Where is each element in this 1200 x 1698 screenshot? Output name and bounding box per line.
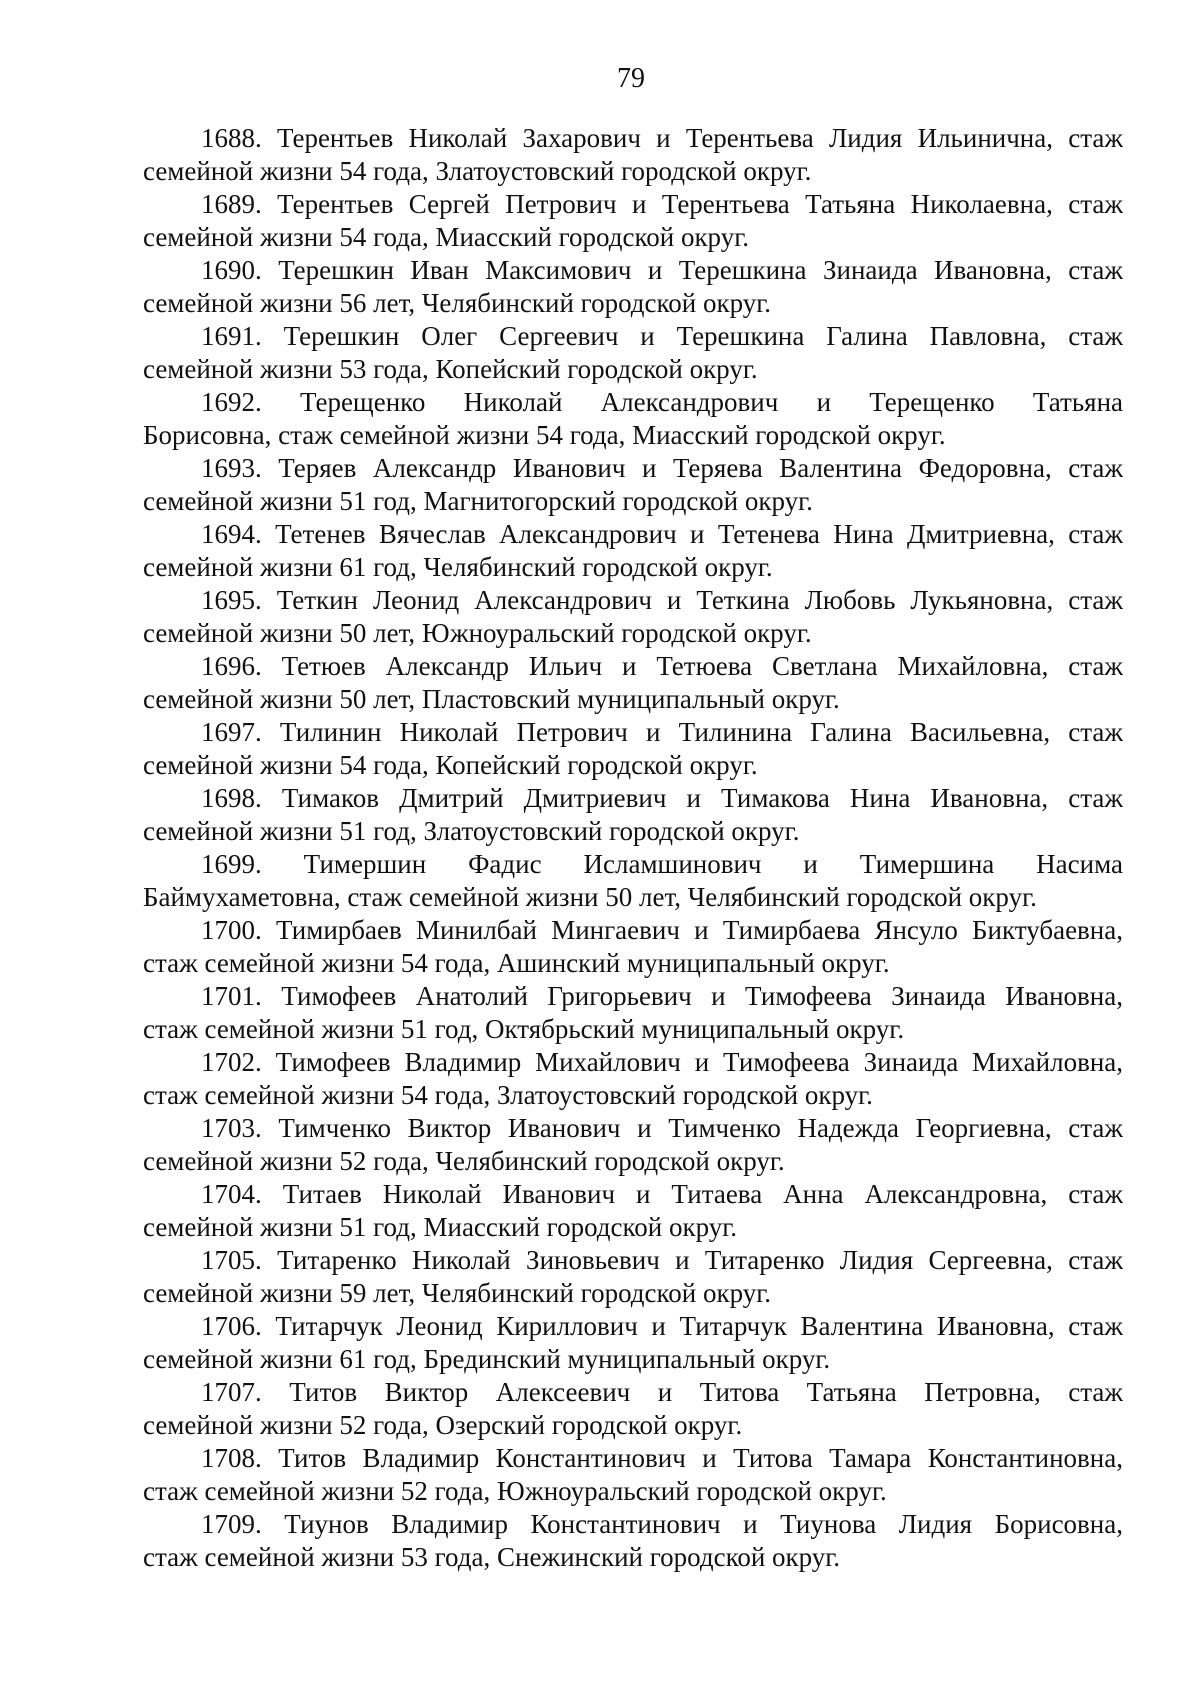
entry-line-2: семейной жизни 53 года, Копейский городской округ. [143, 354, 758, 384]
list-item [143, 848, 1123, 914]
entry-line-1: 1696. Тетюев Александр Ильич и Тетюева Светлана Михайловна, стаж [201, 651, 1123, 681]
entry-line-1: 1708. Титов Владимир Константинович и Титова Тамара Константиновна, [201, 1443, 1123, 1473]
list-item [143, 1244, 1123, 1310]
entry-line-1: 1697. Тилинин Николай Петрович и Тилинина Галина Васильевна, стаж [201, 717, 1123, 747]
list-item [143, 980, 1123, 1046]
entry-line-1: 1690. Терешкин Иван Максимович и Терешкина Зинаида Ивановна, стаж [201, 255, 1123, 285]
entry-line-1: 1698. Тимаков Дмитрий Дмитриевич и Тимакова Нина Ивановна, стаж [201, 783, 1123, 813]
list-item [143, 782, 1123, 848]
entry-line-1: 1707. Титов Виктор Алексеевич и Титова Татьяна Петровна, стаж [201, 1377, 1123, 1407]
list-item [143, 716, 1123, 782]
entry-line-1: 1706. Титарчук Леонид Кириллович и Титарчук Валентина Ивановна, стаж [201, 1311, 1123, 1341]
entry-line-2: семейной жизни 52 года, Озерский городской округ. [143, 1410, 743, 1440]
entry-line-1: 1699. Тимершин Фадис Исламшинович и Тимершина Насима [201, 849, 1123, 879]
entry-line-1: 1688. Терентьев Николай Захарович и Терентьева Лидия Ильинична, стаж [201, 123, 1123, 153]
list-item [143, 1310, 1123, 1376]
entry-line-2: семейной жизни 51 год, Миасский городской округ. [143, 1212, 737, 1242]
list-item [143, 122, 1123, 188]
list-item [143, 1508, 1123, 1574]
entry-line-1: 1694. Тетенев Вячеслав Александрович и Тетенева Нина Дмитриевна, стаж [201, 519, 1123, 549]
entry-line-2: семейной жизни 50 лет, Южноуральский городской округ. [143, 618, 812, 648]
entry-line-2: стаж семейной жизни 53 года, Снежинский городской округ. [143, 1542, 841, 1572]
list-item [143, 914, 1123, 980]
entry-line-2: стаж семейной жизни 52 года, Южноуральский городской округ. [143, 1476, 887, 1506]
list-item [143, 188, 1123, 254]
entry-line-1: 1705. Титаренко Николай Зиновьевич и Титаренко Лидия Сергеевна, стаж [201, 1245, 1123, 1275]
entry-line-2: семейной жизни 50 лет, Пластовский муниципальный округ. [143, 684, 840, 714]
entry-line-1: 1704. Титаев Николай Иванович и Титаева Анна Александровна, стаж [201, 1179, 1123, 1209]
list-item [143, 1442, 1123, 1508]
entry-line-2: семейной жизни 54 года, Копейский городской округ. [143, 750, 758, 780]
entry-line-2: семейной жизни 51 год, Златоустовский городской округ. [143, 816, 800, 846]
list-item [143, 650, 1123, 716]
entry-line-2: семейной жизни 54 года, Златоустовский городской округ. [143, 156, 812, 186]
list-item [143, 518, 1123, 584]
entry-line-2: стаж семейной жизни 51 год, Октябрьский муниципальный округ. [143, 1014, 905, 1044]
entry-line-2: семейной жизни 61 год, Челябинский городской округ. [143, 552, 773, 582]
entry-line-2: Баймухаметовна, стаж семейной жизни 50 лет, Челябинский городской округ. [143, 882, 1037, 912]
list-item [143, 1046, 1123, 1112]
list-item [143, 1376, 1123, 1442]
entry-line-2: семейной жизни 56 лет, Челябинский городской округ. [143, 288, 772, 318]
entry-line-2: семейной жизни 51 год, Магнитогорский городской округ. [143, 486, 813, 516]
entry-line-2: семейной жизни 61 год, Брединский муниципальный округ. [143, 1344, 831, 1374]
list-item [143, 452, 1123, 518]
entry-line-1: 1702. Тимофеев Владимир Михайлович и Тимофеева Зинаида Михайловна, [201, 1047, 1123, 1077]
entry-line-2: стаж семейной жизни 54 года, Златоустовский городской округ. [143, 1080, 873, 1110]
entry-line-1: 1709. Тиунов Владимир Константинович и Тиунова Лидия Борисовна, [201, 1509, 1123, 1539]
list-item [143, 254, 1123, 320]
entry-line-2: семейной жизни 59 лет, Челябинский городской округ. [143, 1278, 772, 1308]
entry-line-1: 1693. Теряев Александр Иванович и Теряева Валентина Федоровна, стаж [201, 453, 1123, 483]
entry-line-1: 1703. Тимченко Виктор Иванович и Тимченко Надежда Георгиевна, стаж [201, 1113, 1123, 1143]
list-item [143, 386, 1123, 452]
entry-line-1: 1689. Терентьев Сергей Петрович и Терентьева Татьяна Николаевна, стаж [201, 189, 1123, 219]
entry-line-2: Борисовна, стаж семейной жизни 54 года, Миасский городской округ. [143, 420, 946, 450]
list-item [143, 1112, 1123, 1178]
list-item [143, 1178, 1123, 1244]
entry-line-2: семейной жизни 54 года, Миасский городской округ. [143, 222, 749, 252]
list-item [143, 320, 1123, 386]
page-number: 79 [617, 63, 645, 94]
entry-line-1: 1700. Тимирбаев Минилбай Мингаевич и Тимирбаева Янсуло Биктубаевна, [201, 915, 1123, 945]
entry-line-2: семейной жизни 52 года, Челябинский городской округ. [143, 1146, 785, 1176]
entry-line-1: 1701. Тимофеев Анатолий Григорьевич и Тимофеева Зинаида Ивановна, [201, 981, 1123, 1011]
entry-line-1: 1692. Терещенко Николай Александрович и Терещенко Татьяна [201, 387, 1123, 417]
entries-list [143, 122, 1123, 1574]
entry-line-1: 1691. Терешкин Олег Сергеевич и Терешкина Галина Павловна, стаж [201, 321, 1123, 351]
list-item [143, 584, 1123, 650]
entry-line-2: стаж семейной жизни 54 года, Ашинский муниципальный округ. [143, 948, 890, 978]
entry-line-1: 1695. Теткин Леонид Александрович и Теткина Любовь Лукьяновна, стаж [201, 585, 1123, 615]
